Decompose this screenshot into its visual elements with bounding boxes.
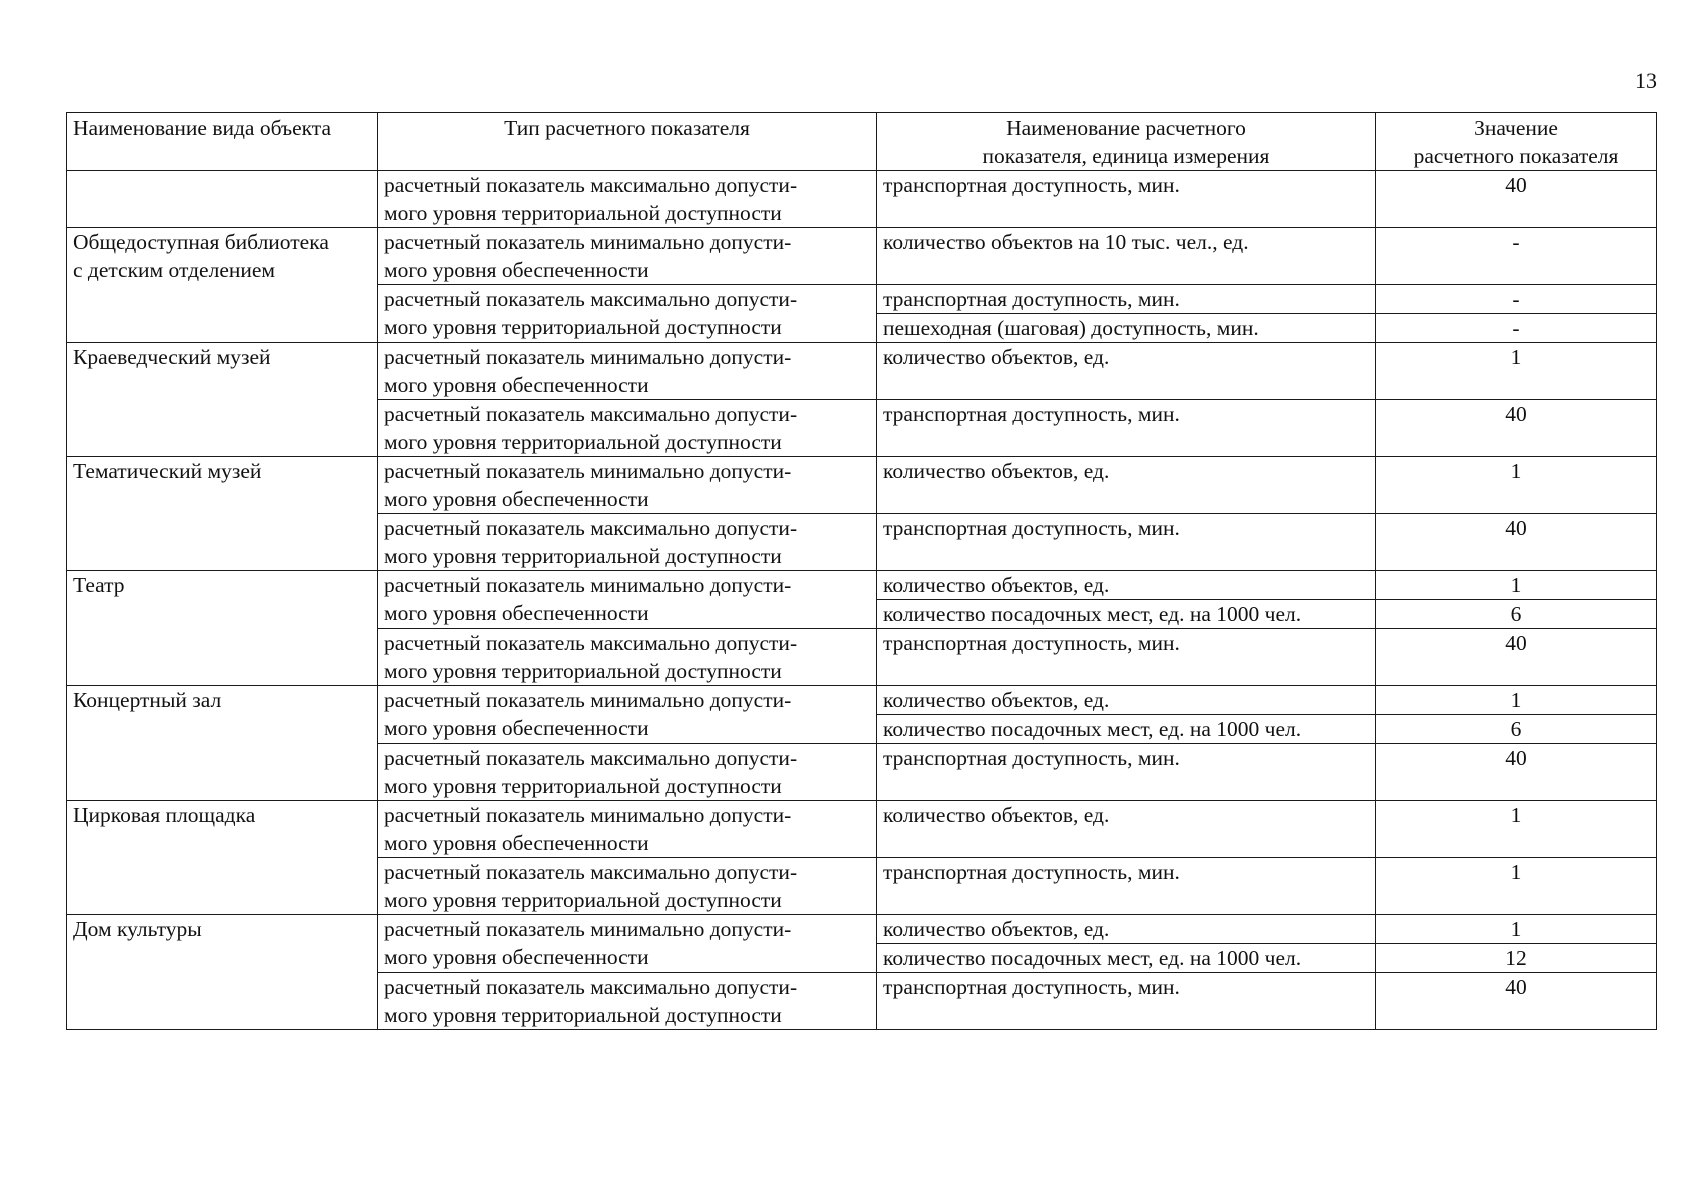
indicator-value-cell: 40 xyxy=(1376,514,1657,571)
indicator-value-cell: 1 xyxy=(1376,801,1657,858)
indicator-type-cell: расчетный показатель максимально допусти- мого уровня территориальной доступности xyxy=(378,629,877,686)
table-row xyxy=(67,686,1657,715)
indicator-name-cell: количество объектов, ед. xyxy=(877,915,1376,944)
indicator-type-cell: расчетный показатель минимально допусти- мого уровня обеспеченности xyxy=(378,571,877,629)
indicator-value-cell: 1 xyxy=(1376,343,1657,400)
table-row xyxy=(67,457,1657,514)
object-name-cell: Краеведческий музей xyxy=(67,343,378,457)
indicator-name-cell: количество посадочных мест, ед. на 1000 чел. xyxy=(877,715,1376,744)
indicator-type-cell: расчетный показатель максимально допусти- мого уровня территориальной доступности xyxy=(378,171,877,228)
indicator-name-cell: транспортная доступность, мин. xyxy=(877,285,1376,314)
table-row xyxy=(67,801,1657,858)
indicator-name-cell: количество объектов, ед. xyxy=(877,343,1376,400)
indicator-type-cell: расчетный показатель максимально допусти- мого уровня территориальной доступности xyxy=(378,744,877,801)
indicator-type-cell: расчетный показатель максимально допусти- мого уровня территориальной доступности xyxy=(378,858,877,915)
indicators-table xyxy=(66,112,1657,1030)
indicator-name-cell: количество объектов, ед. xyxy=(877,457,1376,514)
indicator-name-cell: транспортная доступность, мин. xyxy=(877,171,1376,228)
indicator-name-cell: транспортная доступность, мин. xyxy=(877,629,1376,686)
object-name-cell: Дом культуры xyxy=(67,915,378,1030)
table-row xyxy=(67,343,1657,400)
indicator-type-cell: расчетный показатель максимально допусти- мого уровня территориальной доступности xyxy=(378,514,877,571)
indicator-value-cell: 40 xyxy=(1376,744,1657,801)
indicator-value-cell: 40 xyxy=(1376,973,1657,1030)
indicator-type-cell: расчетный показатель минимально допусти- мого уровня обеспеченности xyxy=(378,457,877,514)
object-name-cell: Общедоступная библиотека с детским отделением xyxy=(67,228,378,343)
table-row xyxy=(67,915,1657,944)
indicator-value-cell: 6 xyxy=(1376,600,1657,629)
indicator-value-cell: 40 xyxy=(1376,171,1657,228)
object-name-cell: Концертный зал xyxy=(67,686,378,801)
object-name-cell: Цирковая площадка xyxy=(67,801,378,915)
indicator-value-cell: 6 xyxy=(1376,715,1657,744)
header-indicator-value: Значение расчетного показателя xyxy=(1376,113,1657,171)
object-name-cell xyxy=(67,171,378,228)
indicator-name-cell: транспортная доступность, мин. xyxy=(877,858,1376,915)
header-indicator-type: Тип расчетного показателя xyxy=(378,113,877,171)
indicator-name-cell: количество посадочных мест, ед. на 1000 чел. xyxy=(877,944,1376,973)
object-name-cell: Театр xyxy=(67,571,378,686)
indicator-value-cell: 40 xyxy=(1376,629,1657,686)
indicator-value-cell: - xyxy=(1376,228,1657,285)
indicator-value-cell: 1 xyxy=(1376,915,1657,944)
indicator-name-cell: количество объектов на 10 тыс. чел., ед. xyxy=(877,228,1376,285)
indicator-name-cell: количество посадочных мест, ед. на 1000 чел. xyxy=(877,600,1376,629)
indicator-type-cell: расчетный показатель минимально допусти- мого уровня обеспеченности xyxy=(378,228,877,285)
indicator-name-cell: транспортная доступность, мин. xyxy=(877,400,1376,457)
page-number: 13 xyxy=(1635,68,1657,93)
indicator-name-cell: транспортная доступность, мин. xyxy=(877,973,1376,1030)
indicator-value-cell: 12 xyxy=(1376,944,1657,973)
indicator-name-cell: количество объектов, ед. xyxy=(877,801,1376,858)
indicator-type-cell: расчетный показатель минимально допусти- мого уровня обеспеченности xyxy=(378,801,877,858)
indicator-type-cell: расчетный показатель максимально допусти- мого уровня территориальной доступности xyxy=(378,285,877,343)
indicator-name-cell: пешеходная (шаговая) доступность, мин. xyxy=(877,314,1376,343)
indicator-name-cell: транспортная доступность, мин. xyxy=(877,514,1376,571)
object-name-cell: Тематический музей xyxy=(67,457,378,571)
table-row xyxy=(67,228,1657,285)
indicator-value-cell: 1 xyxy=(1376,858,1657,915)
indicator-value-cell: - xyxy=(1376,314,1657,343)
indicator-name-cell: количество объектов, ед. xyxy=(877,571,1376,600)
indicator-name-cell: количество объектов, ед. xyxy=(877,686,1376,715)
indicator-type-cell: расчетный показатель минимально допусти- мого уровня обеспеченности xyxy=(378,686,877,744)
indicator-value-cell: 40 xyxy=(1376,400,1657,457)
indicator-name-cell: транспортная доступность, мин. xyxy=(877,744,1376,801)
header-indicator-name: Наименование расчетного показателя, единица измерения xyxy=(877,113,1376,171)
table-header-row xyxy=(67,113,1657,171)
table-row xyxy=(67,571,1657,600)
indicator-type-cell: расчетный показатель максимально допусти- мого уровня территориальной доступности xyxy=(378,973,877,1030)
indicator-value-cell: 1 xyxy=(1376,686,1657,715)
header-object-name: Наименование вида объекта xyxy=(67,113,378,171)
indicator-type-cell: расчетный показатель максимально допусти- мого уровня территориальной доступности xyxy=(378,400,877,457)
indicator-value-cell: - xyxy=(1376,285,1657,314)
indicator-type-cell: расчетный показатель минимально допусти- мого уровня обеспеченности xyxy=(378,343,877,400)
indicator-value-cell: 1 xyxy=(1376,571,1657,600)
indicator-type-cell: расчетный показатель минимально допусти- мого уровня обеспеченности xyxy=(378,915,877,973)
table-row xyxy=(67,171,1657,228)
indicator-value-cell: 1 xyxy=(1376,457,1657,514)
